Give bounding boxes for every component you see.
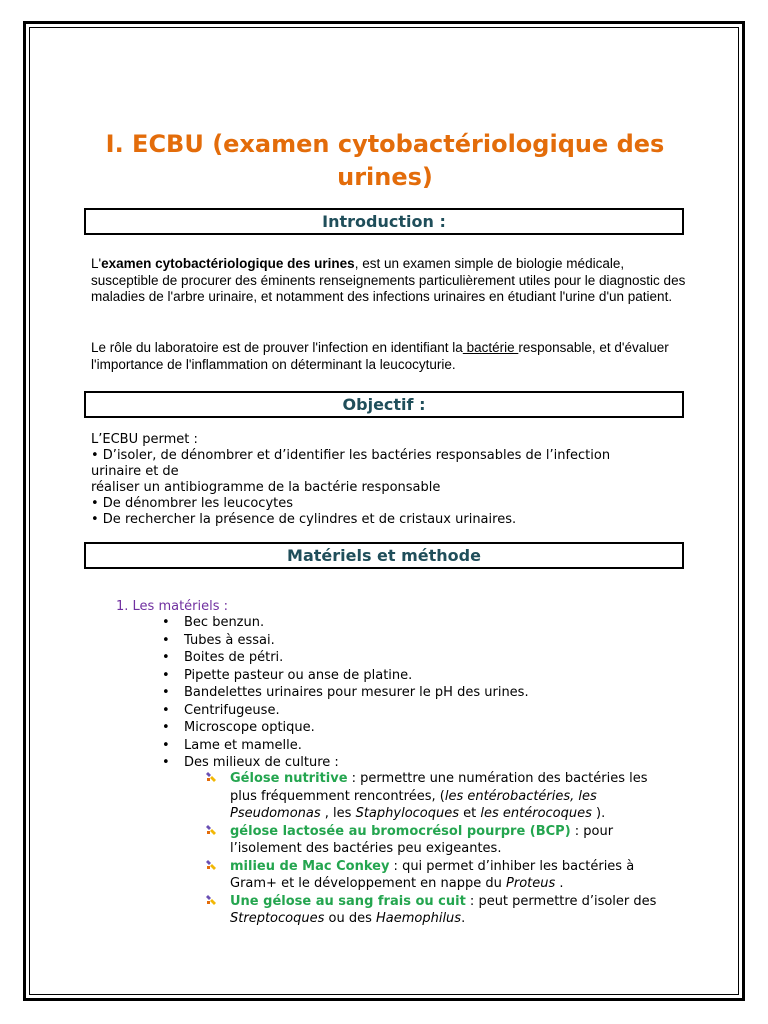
list-item: • Lame et mamelle. xyxy=(162,737,302,753)
objectif-line: • De rechercher la présence de cylindres et de cristaux urinaires. xyxy=(91,512,517,527)
culture-item: gélose lactosée au bromocrésol pourpre (BCP) : pour l’isolement des bactéries peu exigeantes. xyxy=(206,823,676,858)
list-item: • Boites de pétri. xyxy=(162,650,284,665)
bullet-icon: • xyxy=(162,667,170,683)
culture-item: milieu de Mac Conkey : qui permet d’inhiber les bactéries à Gram+ et le développement en nappe du Proteus . xyxy=(206,858,676,893)
sparkle-bullet-icon xyxy=(206,772,216,782)
bullet-icon: • xyxy=(162,650,170,665)
bullet-icon: • xyxy=(162,685,170,700)
bullet-icon: • xyxy=(162,737,170,753)
intro-paragraph-2: Le rôle du laboratoire est de prouver l'infection en identifiant la bactérie responsable, et d'évaluer l'importance de l'inflammation on déterminant la leucocyturie. xyxy=(91,340,669,372)
section-heading-materiels: Matériels et méthode xyxy=(84,542,684,569)
objectif-text xyxy=(91,432,691,528)
objectif-line: • D’isoler, de dénombrer et d’identifier les bactéries responsables de l’infection xyxy=(91,448,611,463)
bullet-icon: • xyxy=(162,755,170,770)
list-item: • Pipette pasteur ou anse de platine. xyxy=(162,667,413,683)
bullet-icon: • xyxy=(162,632,170,648)
materiels-list xyxy=(162,614,529,772)
sparkle-bullet-icon xyxy=(206,860,216,870)
page-title: I. ECBU (examen cytobactériologique des urines) xyxy=(105,130,665,191)
objectif-line: • De dénombrer les leucocytes xyxy=(91,496,294,511)
list-item: • Tubes à essai. xyxy=(162,632,275,648)
intro-paragraph-1: L'examen cytobactériologique des urines, est un examen simple de biologie médicale, susceptible de procurer des éminents renseignements particulièrement utiles pour le diagnostic des maladies de l'arbre urinaire, et notamment des infections urinaires en étudiant l'urine d'un patient. xyxy=(91,256,686,304)
culture-item: Une gélose au sang frais ou cuit : peut permettre d’isoler des Streptocoques ou des Haemophilus. xyxy=(206,893,676,928)
bullet-icon: • xyxy=(162,702,170,718)
culture-media-list xyxy=(206,770,676,928)
list-item: • Bec benzun. xyxy=(162,615,265,630)
list-item: • Microscope optique. xyxy=(162,720,315,735)
objectif-line: L’ECBU permet : xyxy=(91,432,198,447)
list-item: • Bandelettes urinaires pour mesurer le pH des urines. xyxy=(162,685,529,700)
list-item: • Des milieux de culture : xyxy=(162,755,339,770)
sparkle-bullet-icon xyxy=(206,895,216,905)
objectif-line: urinaire et de xyxy=(91,464,179,479)
culture-item: Gélose nutritive : permettre une numération des bactéries les plus fréquemment rencontrées, (les entérobactéries, les Pseudomonas , les Staphylocoques et les entérocoques ). xyxy=(206,770,676,823)
list-item: • Centrifugeuse. xyxy=(162,702,280,718)
sparkle-bullet-icon xyxy=(206,825,216,835)
materiels-subheading: 1. Les matériels : xyxy=(116,599,229,614)
bacterie-link[interactable]: bactérie xyxy=(462,340,519,355)
section-heading-objectif: Objectif : xyxy=(84,391,684,418)
objectif-line: réaliser un antibiogramme de la bactérie responsable xyxy=(91,480,441,495)
bullet-icon: • xyxy=(162,720,170,735)
section-heading-introduction: Introduction : xyxy=(84,208,684,235)
bullet-icon: • xyxy=(162,615,170,630)
